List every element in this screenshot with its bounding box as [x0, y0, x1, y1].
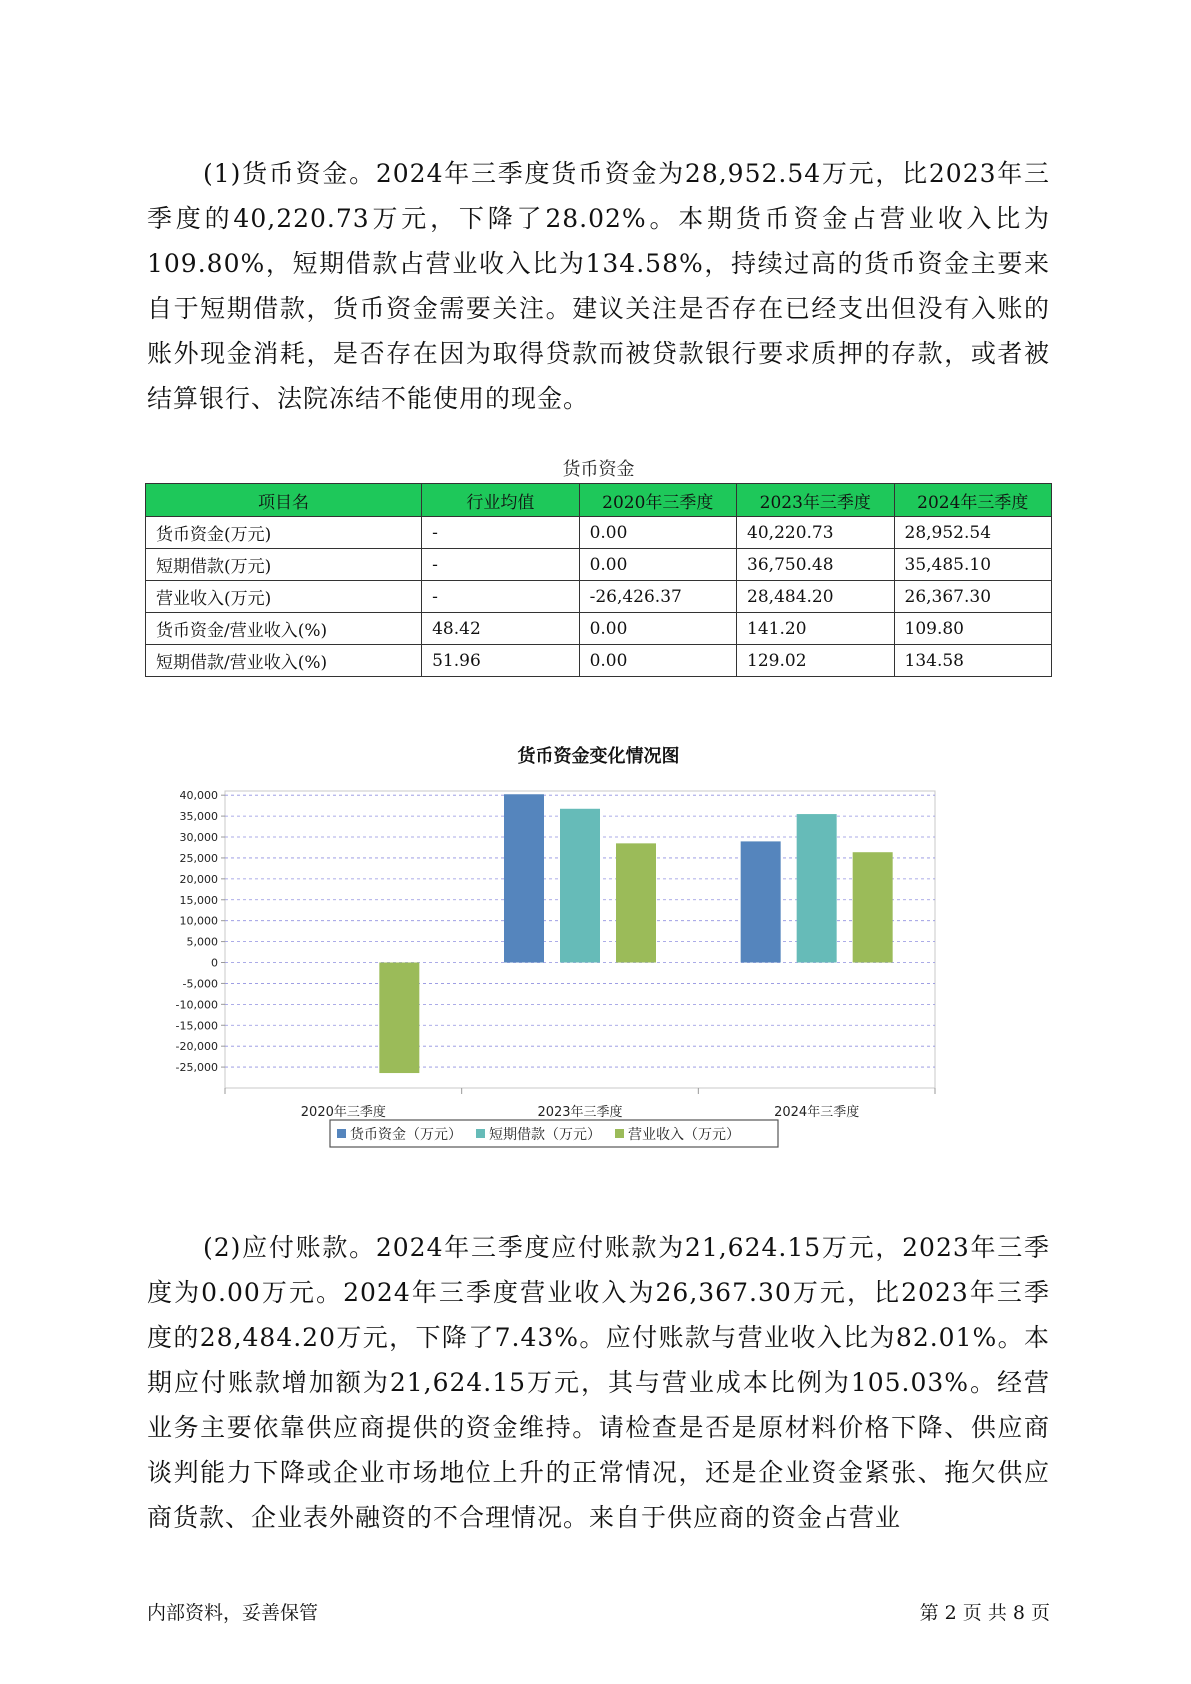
table-caption: 货币资金 — [562, 459, 635, 480]
table-cell: 28,952.54 — [894, 517, 1051, 549]
table-cell: 28,484.20 — [737, 581, 894, 613]
table-header-row — [146, 484, 1052, 517]
table-cell: 营业收入(万元) — [146, 581, 422, 613]
y-tick-label: 40,000 — [179, 789, 218, 803]
y-tick-label: 15,000 — [179, 893, 218, 907]
legend-label: 营业收入（万元） — [628, 1127, 740, 1143]
legend-swatch — [615, 1129, 624, 1138]
y-tick-label: 0 — [211, 956, 218, 970]
paragraph-cash: (1)货币资金。2024年三季度货币资金为28,952.54万元，比2023年三季度的40,220.73万元，下降了28.02%。本期货币资金占营业收入比为109.80%，短期借款占营业收入比为134.58%，持续过高的货币资金主要来自于短期借款，货币资金需要关注。建议关注是否存在已经支出但没有入账的账外现金消耗，是否存在因为取得贷款而被贷款银行要求质押的存款，或者被结算银行、法院冻结不能使用的现金。 — [147, 159, 1050, 413]
table-cell: 48.42 — [422, 613, 579, 645]
legend-label: 货币资金（万元） — [350, 1127, 462, 1143]
table-cell: 109.80 — [894, 613, 1051, 645]
y-tick-label: -15,000 — [175, 1019, 218, 1033]
bar — [741, 841, 781, 962]
table-cell: 40,220.73 — [737, 517, 894, 549]
table-cell: - — [422, 581, 579, 613]
bar — [504, 794, 544, 962]
table-cell: 货币资金(万元) — [146, 517, 422, 549]
paragraph-payables: (2)应付账款。2024年三季度应付账款为21,624.15万元，2023年三季度为0.00万元。2024年三季度营业收入为26,367.30万元，比2023年三季度的28,484.20万元，下降了7.43%。应付账款与营业收入比为82.01%。本期应付账款增加额为21,624.15万元，其与营业成本比例为105.03%。经营业务主要依靠供应商提供的资金维持。请检查是否是原材料价格下降、供应商谈判能力下降或企业市场地位上升的正常情况，还是企业资金紧张、拖欠供应商货款、企业表外融资的不合理情况。来自于供应商的资金占营业 — [147, 1233, 1050, 1532]
y-tick-label: 20,000 — [179, 872, 218, 886]
y-tick-label: -20,000 — [175, 1040, 218, 1054]
bar — [379, 963, 419, 1074]
table-row — [146, 549, 1052, 581]
table-header-cell: 行业均值 — [422, 484, 579, 517]
y-tick-label: -25,000 — [175, 1061, 218, 1075]
legend-label: 短期借款（万元） — [489, 1127, 601, 1143]
y-tick-label: 10,000 — [179, 914, 218, 928]
bar — [616, 843, 656, 962]
chart-title: 货币资金变化情况图 — [517, 746, 680, 767]
x-tick-label: 2023年三季度 — [537, 1105, 623, 1120]
cash-table — [145, 483, 1052, 677]
x-tick-label: 2024年三季度 — [774, 1105, 860, 1120]
y-tick-label: 5,000 — [186, 935, 218, 949]
table-cell: 129.02 — [737, 645, 894, 677]
footer-confidential-note: 内部资料，妥善保管 — [147, 1602, 319, 1624]
table-cell: - — [422, 549, 579, 581]
table-cell: 141.20 — [737, 613, 894, 645]
footer-page-number: 第 2 页 共 8 页 — [919, 1602, 1050, 1624]
table-cell: 0.00 — [579, 549, 736, 581]
bar — [853, 852, 893, 962]
table-cell: 36,750.48 — [737, 549, 894, 581]
table-cell: - — [422, 517, 579, 549]
table-cell: 货币资金/营业收入(%) — [146, 613, 422, 645]
table-header-cell: 2023年三季度 — [737, 484, 894, 517]
bar-chart — [160, 775, 1040, 1185]
table-row — [146, 517, 1052, 549]
legend-swatch — [476, 1129, 485, 1138]
table-cell: 短期借款(万元) — [146, 549, 422, 581]
table-row — [146, 581, 1052, 613]
table-cell: 0.00 — [579, 645, 736, 677]
table-cell: 0.00 — [579, 517, 736, 549]
x-tick-label: 2020年三季度 — [300, 1105, 386, 1120]
table-cell: 35,485.10 — [894, 549, 1051, 581]
table-cell: 短期借款/营业收入(%) — [146, 645, 422, 677]
table-header-cell: 2024年三季度 — [894, 484, 1051, 517]
table-header-cell: 项目名 — [146, 484, 422, 517]
table-cell: 26,367.30 — [894, 581, 1051, 613]
y-tick-label: 35,000 — [179, 810, 218, 824]
bar — [560, 809, 600, 963]
table-cell: 134.58 — [894, 645, 1051, 677]
table-cell: 51.96 — [422, 645, 579, 677]
legend-swatch — [337, 1129, 346, 1138]
table-row — [146, 613, 1052, 645]
table-cell: 0.00 — [579, 613, 736, 645]
table-header-cell: 2020年三季度 — [579, 484, 736, 517]
y-tick-label: -10,000 — [175, 998, 218, 1012]
y-tick-label: 25,000 — [179, 851, 218, 865]
bar — [797, 814, 837, 962]
y-tick-label: -5,000 — [182, 977, 218, 991]
table-row — [146, 645, 1052, 677]
y-tick-label: 30,000 — [179, 831, 218, 845]
table-cell: -26,426.37 — [579, 581, 736, 613]
